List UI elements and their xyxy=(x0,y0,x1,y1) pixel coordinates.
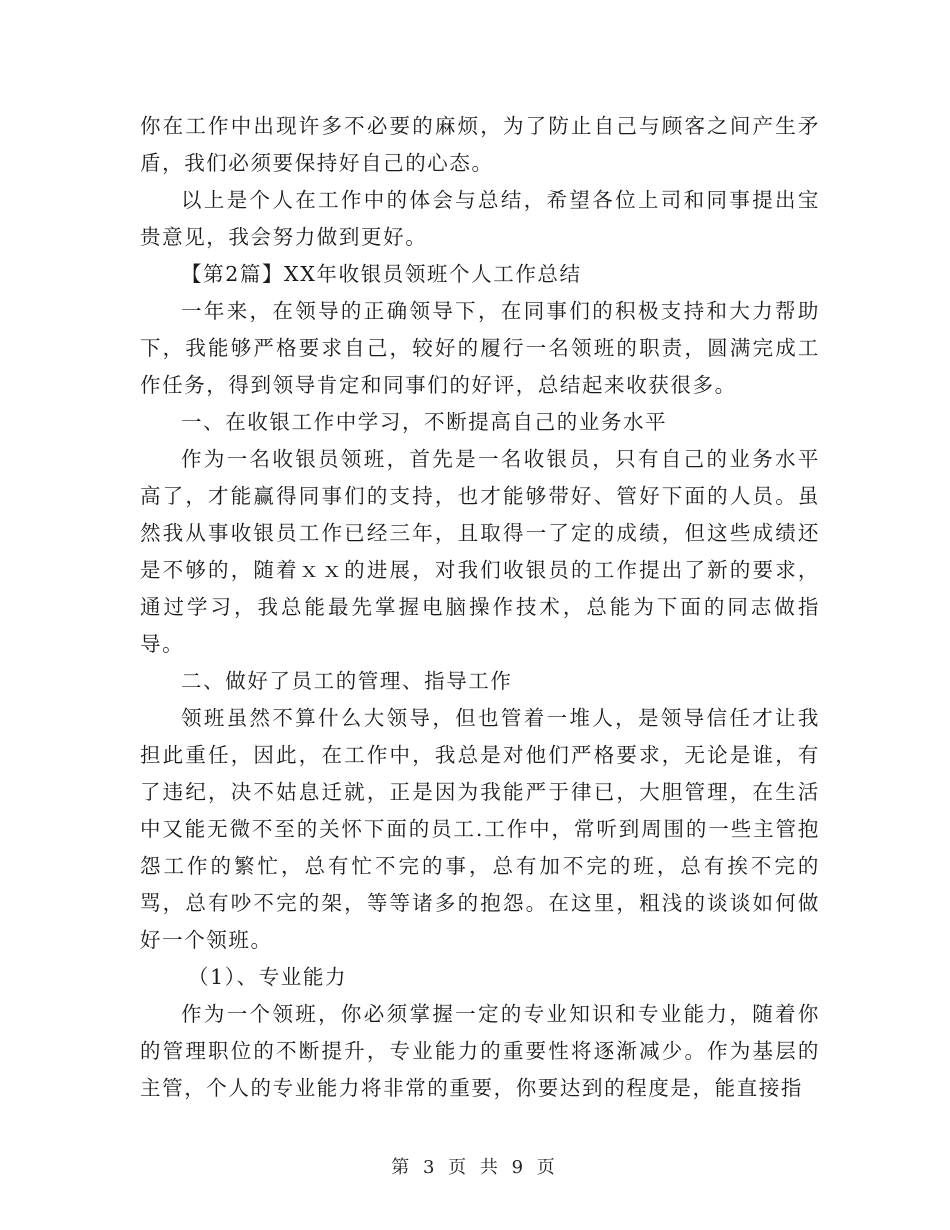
paragraph-1: 你在工作中出现许多不必要的麻烦，为了防止自己与顾客之间产生矛盾，我们必须要保持好自己的心态。 xyxy=(140,114,820,175)
paragraph-3: 一年来，在领导的正确领导下，在同事们的积极支持和大力帮助下，我能够严格要求自己，较好的履行一名领班的职责，圆满完成工作任务，得到领导肯定和同事们的好评，总结起来收获很多。 xyxy=(140,299,820,397)
subheading-3: （1）、专业能力 xyxy=(188,965,348,989)
section-heading: 【第2篇】XX年收银员领班个人工作总结 xyxy=(181,262,582,286)
subheading-1: 一、在收银工作中学习，不断提高自己的业务水平 xyxy=(181,410,668,434)
paragraph-5: 领班虽然不算什么大领导，但也管着一堆人，是领导信任才让我担此重任，因此，在工作中，我总是对他们严格要求，无论是谁，有了违纪，决不姑息迁就，正是因为我能严于律已，大胆管理，在生活中又能无微不至的关怀下面的员工.工作中，常听到周围的一些主管抱怨工作的繁忙，总有忙不完的事，总有加不完的班，总有挨不完的骂，总有吵不完的架，等等诸多的抱怨。在这里，粗浅的谈谈如何做好一个领班。 xyxy=(140,706,820,952)
page-number-footer: 第 3 页 共 9 页 xyxy=(391,1157,559,1178)
subheading-2: 二、做好了员工的管理、指导工作 xyxy=(181,669,513,693)
document-body xyxy=(140,108,820,1107)
paragraph-6: 作为一个领班，你必须掌握一定的专业知识和专业能力，随着你的管理职位的不断提升，专业能力的重要性将逐渐减少。作为基层的主管，个人的专业能力将非常的重要，你要达到的程度是，能直接指 xyxy=(140,1002,820,1100)
paragraph-2: 以上是个人在工作中的体会与总结，希望各位上司和同事提出宝贵意见，我会努力做到更好。 xyxy=(140,188,820,249)
paragraph-4: 作为一名收银员领班，首先是一名收银员，只有自己的业务水平高了，才能赢得同事们的支持，也才能够带好、管好下面的人员。虽然我从事收银员工作已经三年，且取得一了定的成绩，但这些成绩还是不够的，随着ｘｘ的进展，对我们收银员的工作提出了新的要求，通过学习，我总能最先掌握电脑操作技术，总能为下面的同志做指导。 xyxy=(140,447,820,656)
